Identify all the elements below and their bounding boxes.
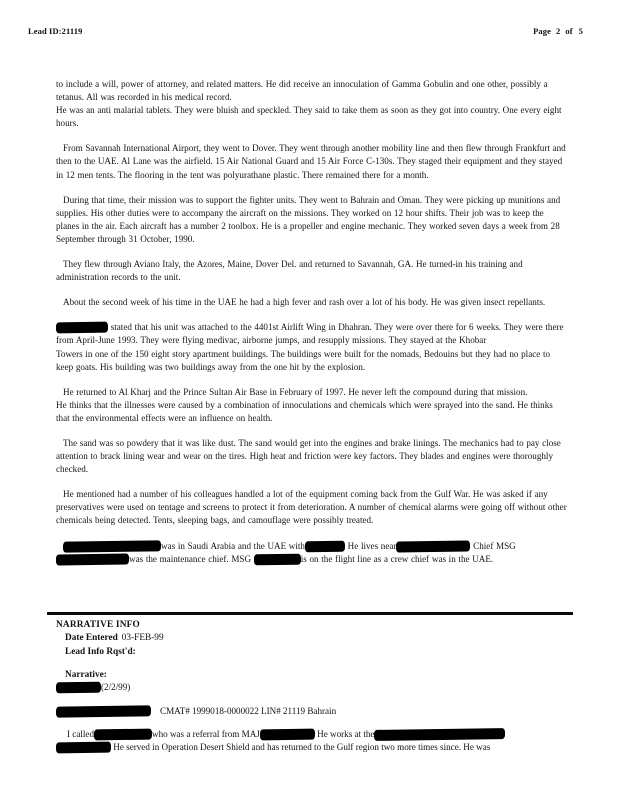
page-header bbox=[0, 26, 618, 40]
narrative-cmat-line bbox=[56, 705, 576, 718]
redaction-bar-saudi-name-2 bbox=[305, 540, 345, 552]
paragraph-saudi-seg3: Chief MSG bbox=[473, 540, 516, 551]
page-current: 2 bbox=[556, 26, 561, 36]
paragraph-saudi-seg5: is on the flight line as a crew chief was in the UAE. bbox=[300, 553, 494, 564]
page-word: Page bbox=[533, 26, 551, 36]
narrative-info-section bbox=[56, 620, 576, 659]
paragraph-powdery-sand bbox=[56, 437, 568, 476]
tail-seg1: I called bbox=[67, 729, 95, 739]
paragraph-savannah-airport bbox=[56, 142, 568, 181]
paragraph-airlift-wing-text: stated that his unit was attached to the 4401st Airlift Wing in Dhahran. They were over there for 6 weeks. They were there from April-June 1993. They were flying medivac, airborne jumps, and resupply missions. They stayed at the Khobar bbox=[56, 322, 564, 346]
tail-seg3: He works at the bbox=[317, 729, 375, 739]
redaction-bar-saudi-name-3 bbox=[56, 553, 129, 565]
redaction-bar-major-name bbox=[260, 729, 315, 741]
redaction-bar-tail-name bbox=[56, 742, 111, 754]
redaction-bar-speaker-name bbox=[56, 322, 108, 334]
tail-seg4: He served in Operation Desert Shield and has returned to the Gulf region two more times since. He was bbox=[113, 742, 491, 753]
narrative-author-line bbox=[56, 681, 576, 694]
cmat-line-text: CMAT# 1999018-0000022 LIN# 21119 Bahrain bbox=[160, 706, 337, 717]
narrative-date: (2/2/99) bbox=[101, 682, 131, 692]
paragraph-khobar-towers: Towers in one of the 150 eight story apartment buildings. The buildings were built for the nomads, Bedouins but they had no place to keep goats. His building was two buildings away from the one hit by the explosion. bbox=[56, 348, 551, 372]
paragraph-equipment-gulf-war-text: He mentioned had a number of his colleagues handled a lot of the equipment coming back from the Gulf War. He was asked if any preservatives were used on tentage and screens to protect it from deterioration. A number of chemical alarms were going off without other chemicals being detected. Tents, sleeping bags, and camouflage were possibly treated. bbox=[56, 489, 567, 526]
paragraph-powdery-sand-text: The sand was so powdery that it was like dust. The sand would get into the engines and brake linings. The mechanics had to pay close attention to brack lining wear and wear on the tires. High heat and friction were key factors. They blades and engines were thoroughly checked. bbox=[56, 437, 561, 475]
paragraph-fighter-units-text: During that time, their mission was to support the fighter units. They went to Bahrain and Oman. They were picking up munitions and supplies. His other duties were to accompany the aircraft on the missions. They worked on 12 hour shifts. Their job was to keep the planes in the air. Each aircraft has a number 2 toolbox. He is a propeller and engine mechanic. They worked seven days a week from 28 September through 31 October, 1990. bbox=[56, 194, 561, 244]
date-entered-label: Date Entered bbox=[65, 633, 118, 643]
paragraph-equipment-gulf-war bbox=[56, 488, 568, 527]
paragraph-illness-cause: He thinks that the illnesses were caused by a combination of innoculations and chemicals which were sprayed into the sand. He thinks that the environmental effects were an influence on health. bbox=[56, 399, 553, 423]
paragraph-aviano-italy-text: They flew through Aviano Italy, the Azores, Maine, Dover Del. and returned to Savannah, GA. He turned-in his training and administration records to the unit. bbox=[56, 259, 523, 283]
paragraph-airlift-wing bbox=[56, 321, 568, 347]
paragraph-saudi-seg2: He lives near bbox=[347, 540, 397, 551]
narrative-section bbox=[56, 670, 576, 718]
narrative-tail-section bbox=[56, 728, 576, 755]
narrative-label: Narrative: bbox=[65, 670, 107, 680]
redaction-bar-narrative-name bbox=[56, 706, 151, 718]
paragraph-aviano-italy bbox=[56, 258, 568, 284]
lead-id-label: Lead ID:21119 bbox=[28, 26, 83, 36]
paragraph-saudi-arabia bbox=[56, 540, 568, 566]
redaction-bar-saudi-name-4 bbox=[254, 553, 301, 565]
paragraph-fever-rash-text: About the second week of his time in the UAE he had a high fever and rash over a lot of his body. He was given insect repellants. bbox=[63, 297, 546, 308]
tail-line-2 bbox=[56, 741, 576, 754]
paragraph-al-kharj bbox=[56, 386, 568, 399]
paragraph-medical-records: to include a will, power of attorney, and related matters. He did receive an innoculation of Gamma Gobulin and one other, possibly a tetanus. All was recorded in his medical record. bbox=[56, 79, 548, 103]
date-entered-value: 03-FEB-99 bbox=[121, 633, 164, 643]
redaction-bar-called-name bbox=[94, 729, 152, 741]
lead-info-label: Lead Info Rqst'd: bbox=[65, 646, 136, 657]
page-of-word: of bbox=[565, 26, 573, 36]
paragraph-savannah-airport-text: From Savannah International Airport, they went to Dover. They went through another mobility line and then flew through Frankfurt and then to the UAE. Al Lane was the airfield. 15 Air National Guard and 15 Air Force C-130s. They staged their equipment and they stayed in 12 men tents. The flooring in the tent was polyurathane plastic. There remained there for a month. bbox=[56, 143, 566, 180]
redaction-bar-employer bbox=[374, 728, 505, 741]
section-divider-rule bbox=[47, 612, 573, 615]
document-body bbox=[56, 78, 568, 578]
redaction-bar-saudi-name-1 bbox=[63, 540, 161, 552]
redaction-bar-saudi-location bbox=[396, 540, 470, 552]
paragraph-fever-rash bbox=[56, 296, 568, 309]
paragraph-malarial-tablets: He was an anti malarial tablets. They were bluish and speckled. They said to take them as soon as they got into country. One every eight hours. bbox=[56, 105, 562, 129]
paragraph-al-kharj-text: He returned to Al Kharj and the Prince Sultan Air Base in February of 1997. He never left the compound during that mission. bbox=[63, 386, 528, 397]
redaction-bar-narrative-author bbox=[56, 682, 101, 694]
page-number-indicator bbox=[533, 26, 583, 36]
tail-line-1 bbox=[56, 728, 576, 741]
tail-seg2: who was a referral from MAJ bbox=[152, 729, 260, 739]
paragraph-saudi-seg1: was in Saudi Arabia and the UAE with bbox=[161, 540, 305, 551]
lead-info-row bbox=[65, 646, 576, 660]
page-total: 5 bbox=[578, 26, 583, 36]
date-entered-row bbox=[65, 632, 576, 646]
narrative-info-title: NARRATIVE INFO bbox=[56, 620, 140, 630]
paragraph-fighter-units bbox=[56, 194, 568, 246]
paragraph-saudi-seg4: was the maintenance chief. MSG bbox=[129, 553, 252, 564]
